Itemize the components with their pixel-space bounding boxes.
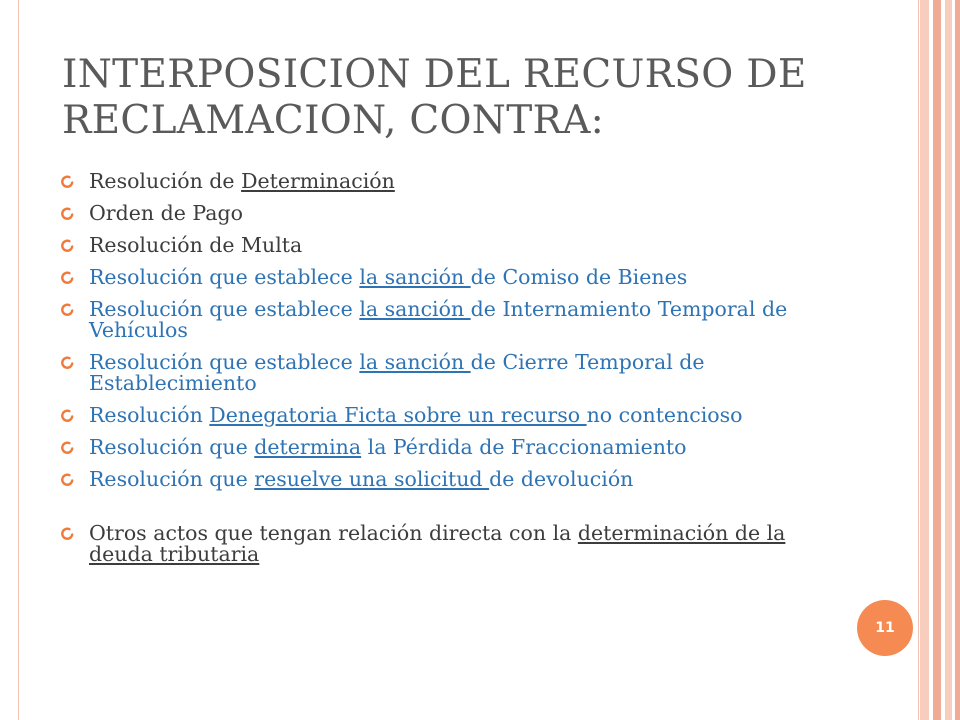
bullet-text: de Comiso de Bienes (470, 265, 688, 289)
bullet-underlined-text: la sanción (359, 350, 471, 374)
bullet-ring-icon (60, 174, 75, 189)
bullet-text: no contencioso (586, 403, 743, 427)
bullet-item (60, 352, 830, 394)
bullet-item (60, 235, 830, 256)
bullet-text: de Cierre Temporal de Establecimiento (89, 350, 705, 395)
bullet-text: la Pérdida de Fraccionamiento (361, 435, 687, 459)
bullet-text: Resolución que establece (89, 265, 360, 289)
bullet-text: Resolución que (89, 467, 255, 491)
bullet-ring-icon (60, 408, 75, 423)
bullet-item (60, 171, 830, 192)
bullet-list (60, 171, 830, 576)
bullet-item (60, 267, 830, 288)
bullet-text: Otros actos que tengan relación directa con la (89, 521, 578, 545)
bullet-ring-icon (60, 526, 75, 541)
bullet-ring-icon (60, 355, 75, 370)
bullet-item (60, 203, 830, 224)
bullet-ring-icon (60, 206, 75, 221)
bullet-text: Resolución que establece (89, 297, 360, 321)
bullet-ring-icon (60, 270, 75, 285)
bullet-ring-icon (60, 302, 75, 317)
bullet-text: Resolución que establece (89, 350, 360, 374)
bullet-item (60, 469, 830, 490)
bullet-text: Resolución de (89, 169, 242, 193)
bullet-underlined-text: la sanción (359, 265, 471, 289)
bullet-underlined-text: la sanción (359, 297, 471, 321)
bullet-ring-icon (60, 238, 75, 253)
bullet-ring-icon (60, 472, 75, 487)
bullet-underlined-text: determina (254, 435, 362, 459)
bullet-text: Resolución de Multa (89, 233, 303, 257)
bullet-item (60, 405, 830, 426)
bullet-text: Resolución que (89, 435, 255, 459)
page-number-badge: 11 (857, 600, 913, 656)
bullet-item (60, 523, 830, 565)
bullet-underlined-text: Denegatoria Ficta sobre un recurso (209, 403, 587, 427)
bullet-underlined-text: Determinación (241, 169, 395, 193)
bullet-underlined-text: resuelve una solicitud (254, 467, 490, 491)
bullet-text: Resolución (89, 403, 210, 427)
slide-title: INTERPOSICION DEL RECURSO DE RECLAMACION, CONTRA: (62, 52, 807, 143)
stripe (920, 0, 929, 720)
bullet-item (60, 437, 830, 458)
bullet-underlined-text: determinación de la deuda tributaria (89, 521, 786, 566)
bullet-item (60, 299, 830, 341)
decorative-stripes (920, 0, 960, 720)
stripe (955, 0, 960, 720)
bullet-text: de devolución (489, 467, 634, 491)
bullet-ring-icon (60, 440, 75, 455)
stripe (933, 0, 941, 720)
bullet-text: de Internamiento Temporal de Vehículos (89, 297, 788, 342)
bullet-text: Orden de Pago (89, 201, 243, 225)
stripe (945, 0, 952, 720)
